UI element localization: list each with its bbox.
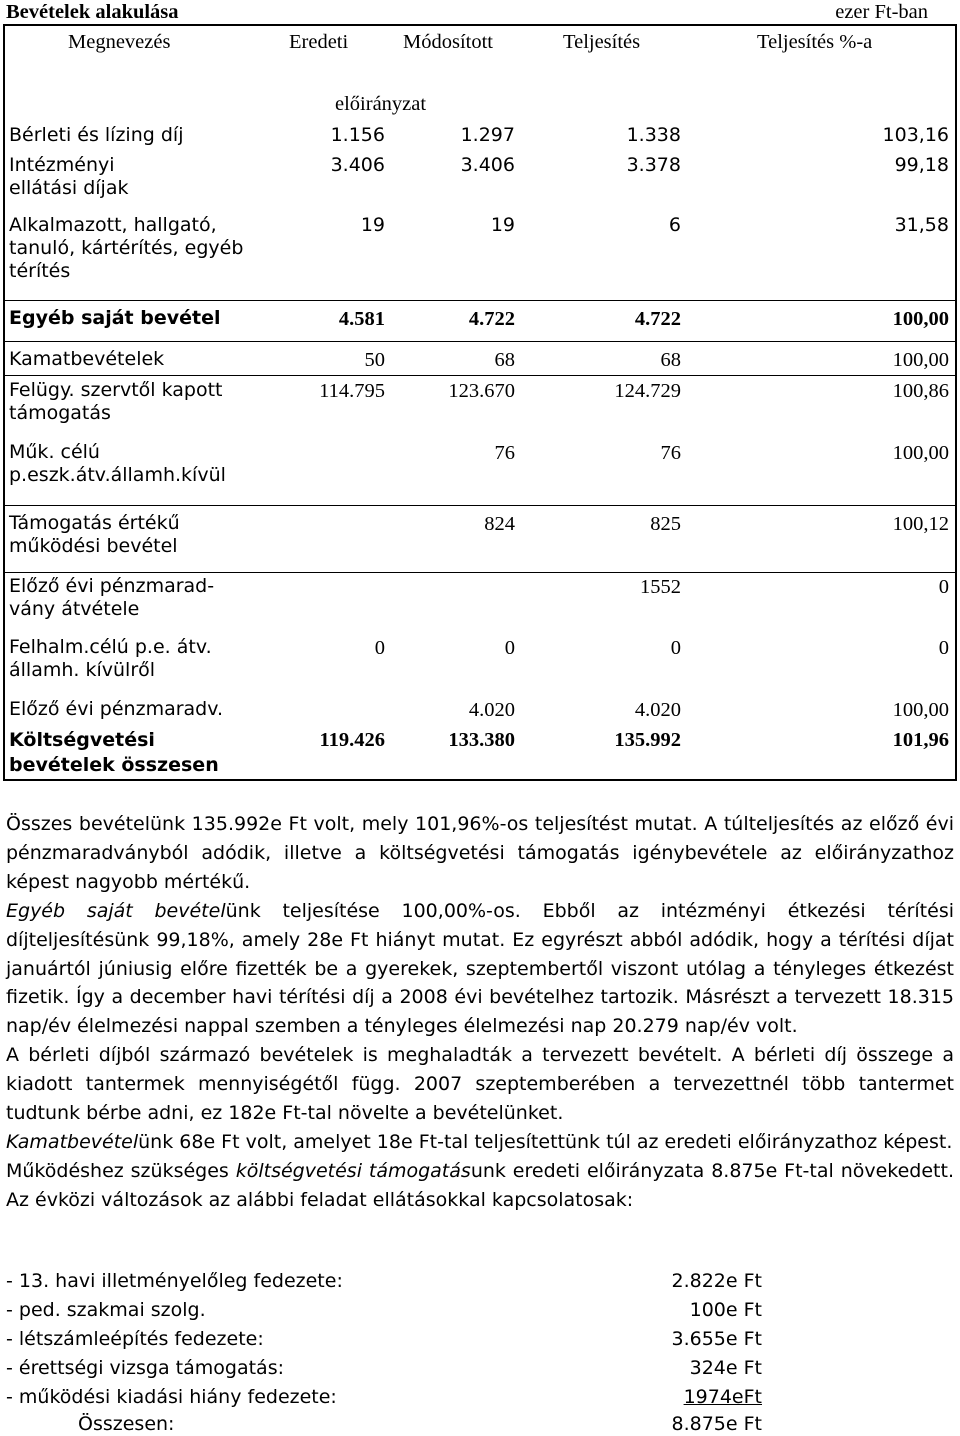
body-text — [6, 810, 954, 1215]
table-row: Költségvetési bevételek összesen 119.426 133.380 135.992 101,96 — [9, 729, 949, 776]
paragraph: Működéshez szükséges költségvetési támogatásunk eredeti előirányzata 8.875e Ft-tal növekedett. Az évközi változások az alábbi feladat ellátásokkal kapcsolatosak: — [6, 1159, 954, 1211]
header-eredeti: Eredeti — [289, 31, 349, 53]
total-value: 8.875e Ft — [671, 1413, 762, 1435]
header-name: Megnevezés — [68, 31, 171, 53]
paragraph: Egyéb saját bevételünk teljesítése 100,00%-os. Ebből az intézményi étkezési térítési díjteljesítésünk 99,18%, amely 28e Ft hiányt mutat. Ez egyrészt abból adódik, hogy a térítési díjat januártól júniusig előre fizették be a gyerekek, szeptembertől viszont utólag a tényleges étkezést fizetik. Így a december havi térítési díj a 2008 évi bevételhez tartozik. Másrészt a tervezett 18.315 nap/év élelmezési nappal szemben a tényleges élelmezési nap 20.279 nap/év volt. — [6, 899, 954, 1038]
header-teljesites: Teljesítés — [563, 31, 641, 53]
paragraph: A bérleti díjból származó bevételek is meghaladták a tervezett bevételt. A bérleti díj összege a kiadott tantermek mennyiségétől függ. 2007 szeptemberében a tervezettnél több tantermet tudtunk bérbe adni, ez 182e Ft-tal növelte a bevételünket. — [6, 1044, 954, 1125]
paragraph: Összes bevételünk 135.992e Ft volt, mely 101,96%-os teljesítést mutat. A túlteljesítés az előző évi pénzmaradványból adódik, illetve a költségvetési támogatás igénybevétele az előirányzathoz képest nagyobb mértékű. — [6, 813, 954, 893]
table-row: Intézményi ellátási díjak 3.406 3.406 3.378 99,18 — [9, 154, 949, 199]
header-modositott: Módosított — [403, 31, 493, 53]
table-row: Alkalmazott, hallgató, tanuló, kártérítés, egyéb térítés 19 19 6 31,58 — [5, 208, 955, 301]
table-row: Kamatbevételek 50 68 68 100,00 — [5, 342, 955, 376]
paragraph: Kamatbevételünk 68e Ft volt, amelyet 18e Ft-tal teljesítettünk túl az eredeti előirányzathoz képest. — [6, 1130, 953, 1153]
table-row: Előző évi pénzmarad-vány átvétele 1552 0 — [9, 575, 949, 620]
table-row: Felhalm.célú p.e. átv. államh. kívülről 0 0 0 0 — [9, 636, 949, 681]
table-row: Bérleti és lízing díj 1.156 1.297 1.338 103,16 — [9, 124, 949, 146]
table-row: Támogatás értékű működési bevétel 824 825 100,12 — [5, 506, 955, 573]
total-label: Összesen: — [78, 1413, 175, 1435]
table-row: Felügy. szervtől kapott támogatás 114.795 123.670 124.729 100,86 — [9, 379, 949, 424]
title-row — [6, 0, 954, 24]
table-row: Egyéb saját bevétel 4.581 4.722 4.722 100,00 — [5, 301, 955, 342]
header-szazalek: Teljesítés %-a — [757, 31, 873, 53]
header-eloiranyzat: előirányzat — [335, 93, 427, 115]
table-row: Előző évi pénzmaradv. 4.020 4.020 100,00 — [9, 698, 949, 721]
table-header — [5, 26, 955, 122]
revenue-table — [3, 24, 957, 781]
unit-label: ezer Ft-ban — [835, 1, 928, 23]
page-title: Bevételek alakulása — [6, 1, 179, 23]
table-row: Műk. célú p.eszk.átv.államh.kívül 76 76 100,00 — [5, 438, 955, 506]
